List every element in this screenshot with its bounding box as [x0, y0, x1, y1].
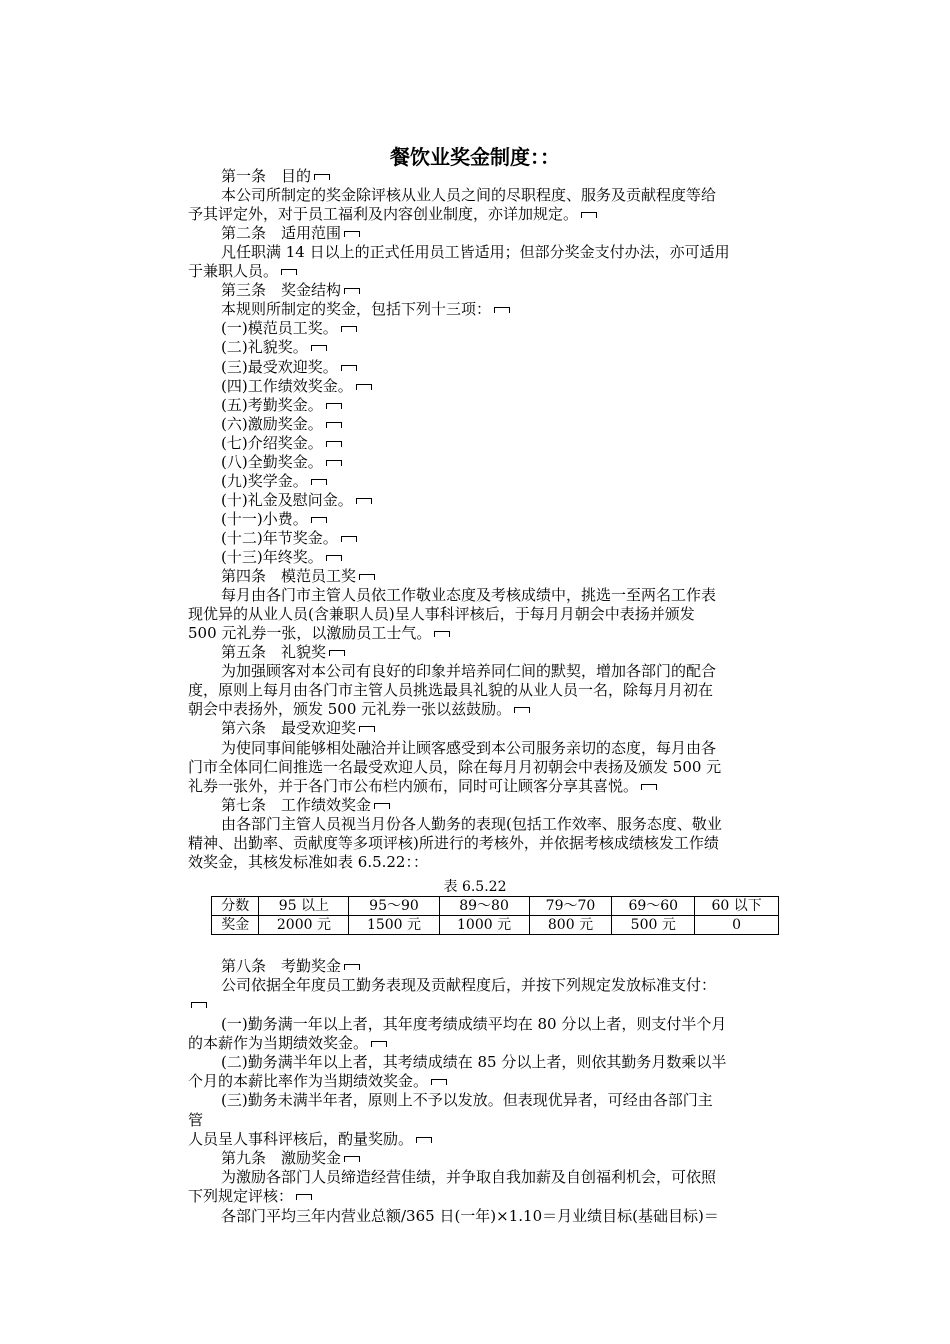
line-text: 第六条 最受欢迎奖	[221, 719, 357, 738]
paragraph-line	[221, 976, 788, 995]
paragraph-line	[221, 472, 788, 491]
line-text: (七)介绍奖金。	[221, 433, 323, 452]
line-text: (二)礼貌奖。	[221, 338, 308, 357]
line-text: 礼券一张外，并于各门市公布栏内颁布，同时可让顾客分享其喜悦。	[188, 776, 639, 795]
paragraph-line	[221, 186, 788, 205]
line-text: 公司依据全年度员工勤务表现及贡献程度后，并按下列规定发放标准支付：	[221, 976, 717, 995]
paragraph-line	[188, 624, 788, 643]
paragraph-line	[221, 319, 788, 338]
paragraph-mark-icon	[356, 384, 372, 390]
paragraph-line	[221, 300, 788, 319]
line-text: (一)模范员工奖。	[221, 319, 338, 338]
line-text: (二)勤务满半年以上者，其考绩成绩在 85 分以上者，则依其勤务月数乘以半	[221, 1053, 727, 1071]
paragraph-mark-icon	[371, 1041, 387, 1047]
bonus-table	[211, 896, 779, 935]
table-cell: 0	[695, 916, 779, 935]
paragraph-line	[221, 281, 788, 300]
table-row	[212, 897, 779, 916]
line-text: 本公司所制定的奖金除评核从业人员之间的尽职程度、服务及贡献程度等给	[221, 186, 717, 205]
line-text: (九)奖学金。	[221, 471, 308, 490]
paragraph-mark-icon	[311, 479, 327, 485]
paragraph-line	[221, 739, 788, 758]
line-text: 下列规定评核：	[188, 1187, 294, 1206]
line-text: 第八条 考勤奖金	[221, 957, 342, 975]
paragraph-mark-icon	[311, 345, 327, 351]
line-text: 各部门平均三年内营业总额/365 日(一年)×1.10＝月业绩目标(基础目标)＝	[221, 1206, 719, 1225]
paragraph-mark-icon	[326, 403, 342, 409]
line-text: 于兼职人员。	[188, 262, 279, 281]
paragraph-mark-icon	[326, 555, 342, 561]
paragraph-line	[188, 777, 788, 796]
line-text: 现优异的从业人员(含兼职人员)呈人事科评核后，于每月月朝会中表扬并颁发	[188, 605, 695, 624]
line-text: 第二条 适用范围	[221, 224, 342, 243]
paragraph-line	[188, 205, 788, 224]
paragraph-mark-icon	[296, 1194, 312, 1200]
table-cell: 60 以下	[695, 897, 779, 916]
line-text: 为使同事间能够相处融洽并让顾客感受到本公司服务亲切的态度，每月由各	[221, 738, 717, 757]
paragraph-line	[188, 834, 788, 853]
paragraph-mark-icon	[329, 650, 345, 656]
paragraph-mark-icon	[641, 784, 657, 790]
paragraph-line	[221, 567, 788, 586]
line-text: (四)工作绩效奖金。	[221, 376, 353, 395]
line-text: (八)全勤奖金。	[221, 452, 323, 471]
paragraph-line	[221, 396, 788, 415]
paragraph-mark-icon	[359, 726, 375, 732]
line-text: (十)礼金及慰问金。	[221, 490, 353, 509]
paragraph-line	[221, 529, 788, 548]
table-cell: 1500 元	[349, 916, 439, 935]
line-text: 予其评定外，对于员工福利及内容创业制度，亦详加规定。	[188, 205, 579, 224]
line-text: 第九条 激励奖金	[221, 1149, 342, 1167]
line-text: 人员呈人事科评核后，酌量奖励。	[188, 1129, 414, 1148]
line-text: 管	[188, 1110, 204, 1129]
paragraph-line	[188, 1130, 788, 1149]
paragraph-mark-icon	[514, 707, 530, 713]
paragraph-mark-icon	[431, 1079, 447, 1085]
line-text: 第五条 礼貌奖	[221, 643, 327, 662]
table-row	[212, 916, 779, 935]
line-text: 精神、出勤率、贡献度等多项评核)所进行的考核外，并依据考核成绩核发工作绩	[188, 833, 719, 852]
paragraph-mark-icon	[344, 964, 360, 970]
paragraph-line	[221, 1168, 788, 1187]
paragraph-line	[221, 415, 788, 434]
paragraph-line	[221, 957, 788, 976]
paragraph-mark-icon	[434, 631, 450, 637]
table-cell: 79～70	[529, 897, 612, 916]
paragraph-mark-icon	[581, 212, 597, 218]
paragraph-mark-icon	[281, 269, 297, 275]
line-text: (三)最受欢迎奖。	[221, 357, 338, 376]
paragraph-mark-icon	[314, 174, 330, 180]
line-text: 效奖金，其核发标准如表 6.5.22：：	[188, 852, 428, 871]
paragraph-line	[221, 1149, 788, 1168]
paragraph-line	[221, 1015, 788, 1034]
paragraph-mark-icon	[326, 422, 342, 428]
line-text: 500 元礼券一张，以激励员工士气。	[188, 624, 432, 643]
paragraph-line	[221, 510, 788, 529]
paragraph-line	[188, 681, 788, 700]
paragraph-mark-icon	[341, 365, 357, 371]
paragraph-line	[188, 995, 788, 1014]
line-text: 个月的本薪比率作为当期绩效奖金。	[188, 1072, 429, 1091]
paragraph-mark-icon	[416, 1137, 432, 1143]
table-cell: 89～80	[439, 897, 529, 916]
paragraph-mark-icon	[341, 536, 357, 542]
paragraph-line	[221, 243, 788, 262]
paragraph-line	[221, 719, 788, 738]
table-cell: 500 元	[612, 916, 695, 935]
paragraph-line	[221, 167, 788, 186]
paragraph-line	[188, 262, 788, 281]
paragraph-mark-icon	[191, 1002, 207, 1008]
line-text: (三)勤务未满半年者，原则上不予以发放。但表现优异者，可经由各部门主	[221, 1091, 713, 1110]
line-text: 本规则所制定的奖金，包括下列十三项：	[221, 300, 492, 319]
line-text: (十二)年节奖金。	[221, 528, 338, 547]
table-row-header: 分数	[212, 897, 259, 916]
line-text: (一)勤务满一年以上者，其年度考绩成绩平均在 80 分以上者，则支付半个月	[221, 1014, 727, 1033]
paragraph-line	[221, 1091, 788, 1110]
paragraph-line	[188, 605, 788, 624]
paragraph-line	[221, 548, 788, 567]
line-text: (十一)小费。	[221, 509, 308, 528]
paragraph-line	[188, 1187, 788, 1206]
table-cell: 800 元	[529, 916, 612, 935]
paragraph-mark-icon	[374, 803, 390, 809]
table-row-header: 奖金	[212, 916, 259, 935]
paragraph-line	[221, 586, 788, 605]
table-cell: 2000 元	[259, 916, 349, 935]
table-cell: 1000 元	[439, 916, 529, 935]
paragraph-line	[188, 1072, 788, 1091]
paragraph-mark-icon	[344, 231, 360, 237]
paragraph-mark-icon	[356, 498, 372, 504]
line-text: 为激励各部门人员缔造经营佳绩，并争取自我加薪及自创福利机会，可依照	[221, 1168, 717, 1187]
line-text: 第七条 工作绩效奖金	[221, 795, 372, 814]
table-cell: 69～60	[612, 897, 695, 916]
paragraph-line	[221, 358, 788, 377]
line-text: 朝会中表扬外，颁发 500 元礼券一张以兹鼓励。	[188, 700, 512, 719]
line-text: 门市全体同仁间推选一名最受欢迎人员，除在每月月初朝会中表扬及颁发 500 元	[188, 757, 722, 776]
line-text: 度，原则上每月由各门市主管人员挑选最具礼貌的从业人员一名，除每月月初在	[188, 681, 714, 700]
paragraph-line	[188, 700, 788, 719]
paragraph-mark-icon	[359, 574, 375, 580]
paragraph-mark-icon	[311, 517, 327, 523]
paragraph-line	[221, 377, 788, 396]
paragraph-line	[188, 758, 788, 777]
paragraph-mark-icon	[344, 288, 360, 294]
paragraph-line	[221, 434, 788, 453]
table-cell: 95 以上	[259, 897, 349, 916]
paragraph-line	[221, 1207, 788, 1226]
table-cell: 95～90	[349, 897, 439, 916]
paragraph-mark-icon	[494, 307, 510, 313]
paragraph-line	[221, 662, 788, 681]
paragraph-line	[221, 815, 788, 834]
line-text: 第四条 模范员工奖	[221, 567, 357, 586]
paragraph-line	[221, 224, 788, 243]
paragraph-mark-icon	[326, 441, 342, 447]
paragraph-line	[221, 643, 788, 662]
paragraph-line	[221, 491, 788, 510]
paragraph-line	[221, 796, 788, 815]
paragraph-mark-icon	[344, 1156, 360, 1162]
line-text: 每月由各门市主管人员依工作敬业态度及考核成绩中，挑选一至两名工作表	[221, 586, 717, 605]
line-text: (十三)年终奖。	[221, 548, 323, 566]
table-caption: 表 6.5.22	[443, 879, 507, 895]
paragraph-line	[188, 853, 788, 872]
document-title: 餐饮业奖金制度：：	[390, 145, 560, 169]
paragraph-line	[221, 453, 788, 472]
line-text: 的本薪作为当期绩效奖金。	[188, 1033, 369, 1052]
paragraph-line	[221, 1053, 788, 1072]
line-text: 由各部门主管人员视当月份各人勤务的表现(包括工作效率、服务态度、敬业	[221, 814, 722, 833]
paragraph-line	[221, 338, 788, 357]
line-text: (六)激励奖金。	[221, 414, 323, 433]
line-text: 凡任职满 14 日以上的正式任用员工皆适用；但部分奖金支付办法，亦可适用	[221, 243, 730, 262]
line-text: 第三条 奖金结构	[221, 281, 342, 300]
paragraph-line	[188, 1111, 788, 1130]
paragraph-mark-icon	[326, 460, 342, 466]
paragraph-mark-icon	[341, 326, 357, 332]
paragraph-line	[188, 1034, 788, 1053]
line-text: 为加强顾客对本公司有良好的印象并培养同仁间的默契，增加各部门的配合	[221, 662, 717, 681]
line-text: 第一条 目的	[221, 167, 312, 185]
line-text: (五)考勤奖金。	[221, 395, 323, 414]
